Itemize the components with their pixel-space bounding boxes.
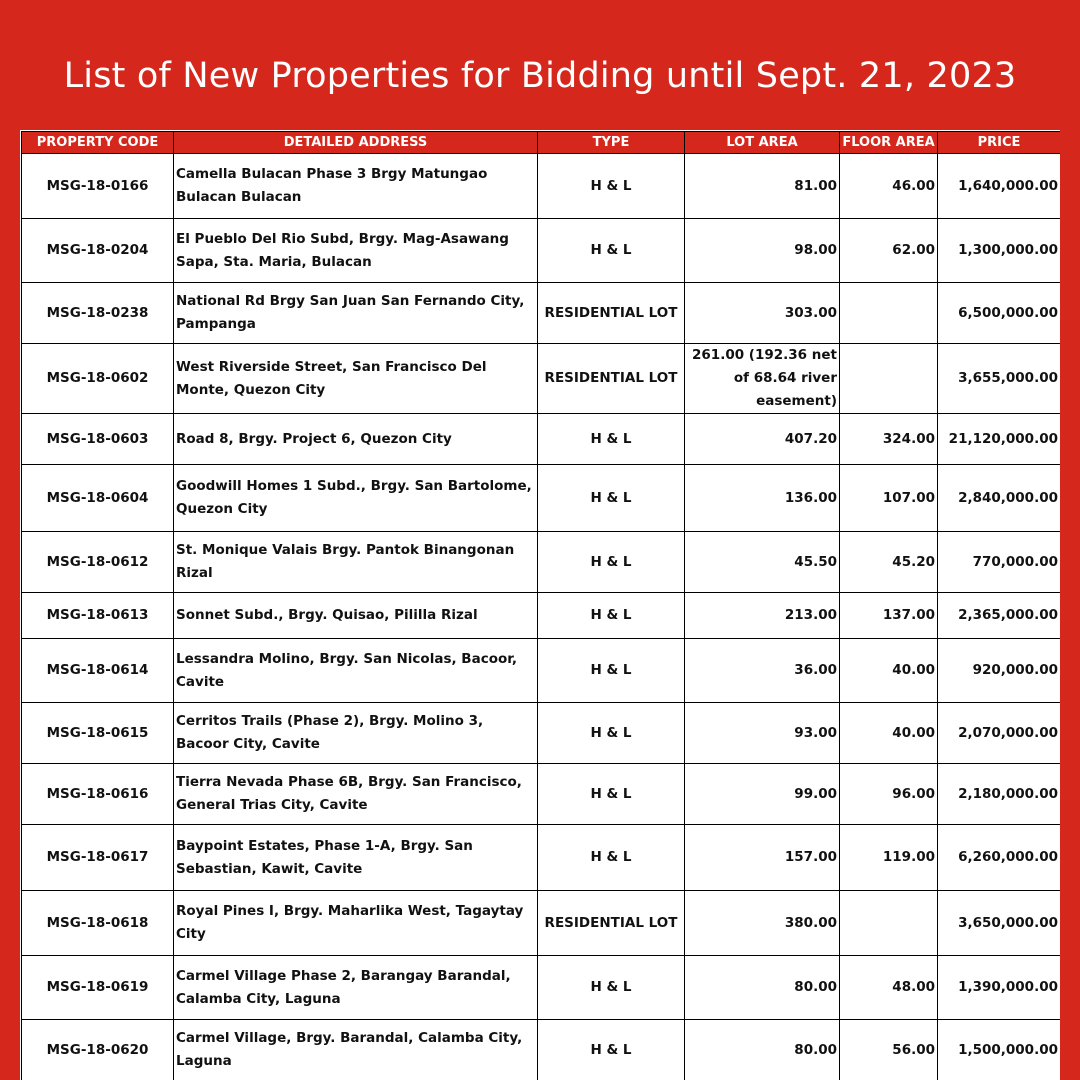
cell-type: H & L (538, 956, 685, 1020)
table-row (22, 593, 1061, 639)
table-row (22, 703, 1061, 764)
table-header-row (22, 132, 1061, 154)
table-row (22, 532, 1061, 593)
cell-type: RESIDENTIAL LOT (538, 283, 685, 344)
cell-price: 770,000.00 (938, 532, 1061, 593)
cell-lot-area: 80.00 (685, 1020, 840, 1080)
cell-property-code: MSG-18-0617 (22, 825, 174, 891)
cell-property-code: MSG-18-0618 (22, 891, 174, 956)
cell-lot-area: 45.50 (685, 532, 840, 593)
cell-type: H & L (538, 593, 685, 639)
cell-price: 920,000.00 (938, 639, 1061, 703)
cell-address: Baypoint Estates, Phase 1-A, Brgy. San Sebastian, Kawit, Cavite (174, 825, 538, 891)
cell-floor-area: 107.00 (840, 465, 938, 532)
cell-price: 2,070,000.00 (938, 703, 1061, 764)
cell-type: RESIDENTIAL LOT (538, 891, 685, 956)
cell-address: Camella Bulacan Phase 3 Brgy Matungao Bulacan Bulacan (174, 154, 538, 219)
table-row (22, 764, 1061, 825)
table-row (22, 414, 1061, 465)
table-row (22, 825, 1061, 891)
cell-floor-area: 46.00 (840, 154, 938, 219)
table-row (22, 283, 1061, 344)
cell-address: Tierra Nevada Phase 6B, Brgy. San Francisco, General Trias City, Cavite (174, 764, 538, 825)
cell-floor-area (840, 283, 938, 344)
column-header-price: PRICE (938, 132, 1061, 154)
cell-type: H & L (538, 532, 685, 593)
cell-lot-area: 380.00 (685, 891, 840, 956)
cell-price: 1,640,000.00 (938, 154, 1061, 219)
cell-address: Goodwill Homes 1 Subd., Brgy. San Bartolome, Quezon City (174, 465, 538, 532)
cell-type: H & L (538, 219, 685, 283)
cell-address: Sonnet Subd., Brgy. Quisao, Pililla Rizal (174, 593, 538, 639)
cell-floor-area: 56.00 (840, 1020, 938, 1080)
cell-property-code: MSG-18-0604 (22, 465, 174, 532)
cell-floor-area: 324.00 (840, 414, 938, 465)
cell-floor-area: 62.00 (840, 219, 938, 283)
cell-price: 6,500,000.00 (938, 283, 1061, 344)
cell-floor-area: 40.00 (840, 703, 938, 764)
cell-property-code: MSG-18-0602 (22, 344, 174, 414)
column-header-lot-area: LOT AREA (685, 132, 840, 154)
cell-address: National Rd Brgy San Juan San Fernando City, Pampanga (174, 283, 538, 344)
cell-property-code: MSG-18-0620 (22, 1020, 174, 1080)
cell-property-code: MSG-18-0603 (22, 414, 174, 465)
cell-lot-area: 93.00 (685, 703, 840, 764)
cell-property-code: MSG-18-0616 (22, 764, 174, 825)
cell-floor-area: 137.00 (840, 593, 938, 639)
column-header-floor-area: FLOOR AREA (840, 132, 938, 154)
cell-address: Carmel Village, Brgy. Barandal, Calamba City, Laguna (174, 1020, 538, 1080)
cell-lot-area: 407.20 (685, 414, 840, 465)
property-table (21, 131, 1060, 1080)
cell-address: West Riverside Street, San Francisco Del Monte, Quezon City (174, 344, 538, 414)
cell-type: H & L (538, 639, 685, 703)
cell-price: 6,260,000.00 (938, 825, 1061, 891)
cell-address: St. Monique Valais Brgy. Pantok Binangonan Rizal (174, 532, 538, 593)
cell-price: 3,650,000.00 (938, 891, 1061, 956)
cell-price: 1,300,000.00 (938, 219, 1061, 283)
cell-property-code: MSG-18-0204 (22, 219, 174, 283)
column-header-property-code: PROPERTY CODE (22, 132, 174, 154)
cell-floor-area (840, 344, 938, 414)
cell-address: Lessandra Molino, Brgy. San Nicolas, Bacoor, Cavite (174, 639, 538, 703)
cell-floor-area (840, 891, 938, 956)
cell-address: El Pueblo Del Rio Subd, Brgy. Mag-Asawang Sapa, Sta. Maria, Bulacan (174, 219, 538, 283)
cell-lot-area: 303.00 (685, 283, 840, 344)
cell-property-code: MSG-18-0615 (22, 703, 174, 764)
cell-address: Cerritos Trails (Phase 2), Brgy. Molino 3, Bacoor City, Cavite (174, 703, 538, 764)
cell-lot-area: 213.00 (685, 593, 840, 639)
cell-price: 2,180,000.00 (938, 764, 1061, 825)
table-row (22, 465, 1061, 532)
cell-property-code: MSG-18-0613 (22, 593, 174, 639)
cell-lot-area: 99.00 (685, 764, 840, 825)
cell-type: H & L (538, 154, 685, 219)
cell-type: H & L (538, 764, 685, 825)
cell-property-code: MSG-18-0238 (22, 283, 174, 344)
cell-price: 1,500,000.00 (938, 1020, 1061, 1080)
cell-price: 21,120,000.00 (938, 414, 1061, 465)
cell-price: 2,365,000.00 (938, 593, 1061, 639)
cell-address: Royal Pines I, Brgy. Maharlika West, Tagaytay City (174, 891, 538, 956)
cell-property-code: MSG-18-0614 (22, 639, 174, 703)
cell-floor-area: 48.00 (840, 956, 938, 1020)
cell-lot-area: 261.00 (192.36 net of 68.64 river easement) (685, 344, 840, 414)
cell-price: 2,840,000.00 (938, 465, 1061, 532)
cell-price: 1,390,000.00 (938, 956, 1061, 1020)
cell-address: Carmel Village Phase 2, Barangay Barandal, Calamba City, Laguna (174, 956, 538, 1020)
cell-floor-area: 119.00 (840, 825, 938, 891)
table-row (22, 1020, 1061, 1080)
table-row (22, 956, 1061, 1020)
cell-address: Road 8, Brgy. Project 6, Quezon City (174, 414, 538, 465)
cell-lot-area: 136.00 (685, 465, 840, 532)
cell-type: H & L (538, 465, 685, 532)
table-row (22, 639, 1061, 703)
cell-property-code: MSG-18-0166 (22, 154, 174, 219)
cell-type: H & L (538, 825, 685, 891)
column-header-type: TYPE (538, 132, 685, 154)
cell-lot-area: 80.00 (685, 956, 840, 1020)
cell-type: H & L (538, 703, 685, 764)
column-header-detailed-address: DETAILED ADDRESS (174, 132, 538, 154)
cell-price: 3,655,000.00 (938, 344, 1061, 414)
table-row (22, 154, 1061, 219)
cell-lot-area: 157.00 (685, 825, 840, 891)
cell-type: H & L (538, 414, 685, 465)
cell-property-code: MSG-18-0619 (22, 956, 174, 1020)
cell-floor-area: 96.00 (840, 764, 938, 825)
cell-lot-area: 81.00 (685, 154, 840, 219)
property-table-sheet (20, 130, 1060, 1080)
cell-type: H & L (538, 1020, 685, 1080)
cell-floor-area: 45.20 (840, 532, 938, 593)
cell-lot-area: 98.00 (685, 219, 840, 283)
cell-lot-area: 36.00 (685, 639, 840, 703)
table-row (22, 344, 1061, 414)
table-row (22, 891, 1061, 956)
cell-type: RESIDENTIAL LOT (538, 344, 685, 414)
cell-floor-area: 40.00 (840, 639, 938, 703)
cell-property-code: MSG-18-0612 (22, 532, 174, 593)
table-row (22, 219, 1061, 283)
page-title: List of New Properties for Bidding until Sept. 21, 2023 (63, 56, 1017, 96)
